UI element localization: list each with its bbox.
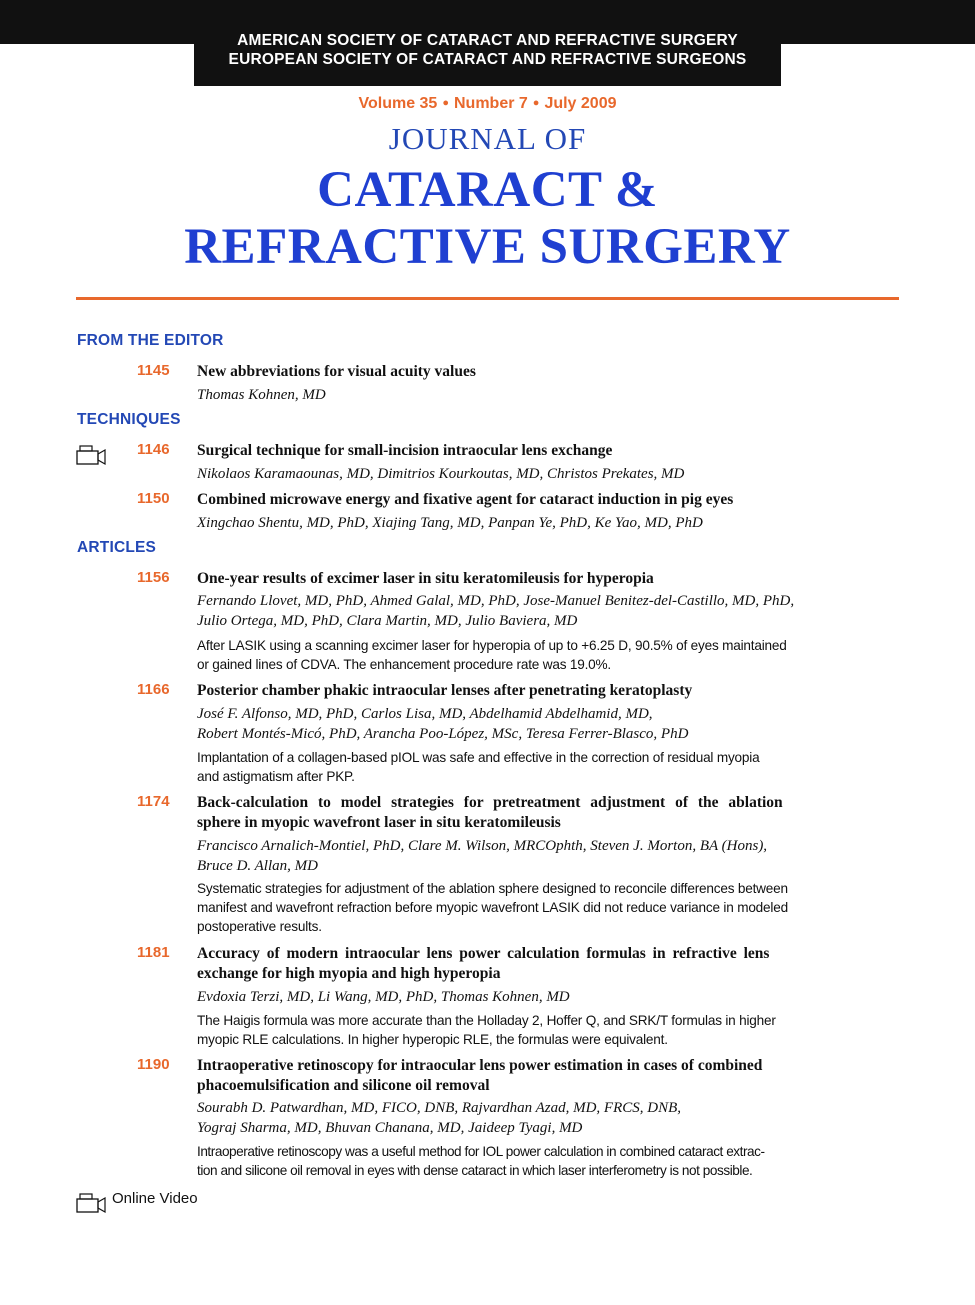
bullet-separator: ●	[532, 97, 540, 109]
article-summary	[197, 636, 819, 674]
author-line: Bruce D. Allan, MD	[197, 857, 318, 874]
article-authors	[197, 988, 819, 1008]
author-line: Evdoxia Terzi, MD, Li Wang, MD, PhD, Thomas Kohnen, MD	[197, 989, 570, 1005]
society-line-1: AMERICAN SOCIETY OF CATARACT AND REFRACTIVE SURGERY	[237, 32, 738, 49]
summary-line: After LASIK using a scanning excimer laser for hyperopia of up to +6.25 D, 90.5% of eyes maintained	[197, 638, 787, 653]
video-camera-icon[interactable]	[76, 444, 107, 466]
author-line: Julio Ortega, MD, PhD, Clara Martin, MD, Julio Baviera, MD	[197, 612, 578, 629]
society-line-2: EUROPEAN SOCIETY OF CATARACT AND REFRACTIVE SURGEONS	[228, 51, 747, 68]
article-title[interactable]	[197, 441, 819, 461]
page-number: 1156	[137, 569, 170, 586]
summary-line: postoperative results.	[197, 919, 322, 934]
summary-line: Systematic strategies for adjustment of the ablation sphere designed to reconcile differences between	[197, 881, 788, 896]
article-authors	[197, 1099, 819, 1138]
society-banner	[194, 28, 781, 86]
number: Number 7	[453, 95, 528, 112]
author-line: Nikolaos Karamaounas, MD, Dimitrios Kourkoutas, MD, Christos Prekates, MD	[197, 466, 685, 482]
title-line: phacoemulsification and silicone oil removal	[197, 1077, 490, 1094]
article-title[interactable]	[197, 362, 819, 382]
article-title[interactable]	[197, 793, 819, 833]
article-title[interactable]	[197, 490, 819, 510]
summary-line: and astigmatism after PKP.	[197, 769, 355, 784]
author-line: Fernando Llovet, MD, PhD, Ahmed Galal, MD, PhD, Jose-Manuel Benitez-del-Castillo, MD, PhD,	[197, 593, 795, 609]
online-video-legend: Online Video	[112, 1190, 198, 1207]
author-line: Yograj Sharma, MD, Bhuvan Chanana, MD, Jaideep Tyagi, MD	[197, 1119, 583, 1136]
page-number: 1146	[137, 441, 170, 458]
journal-of: JOURNAL OF	[388, 121, 587, 156]
page-number: 1145	[137, 362, 170, 379]
section-articles: ARTICLES	[77, 539, 157, 556]
title-line: Surgical technique for small-incision intraocular lens exchange	[197, 442, 613, 459]
summary-line: myopic RLE calculations. In higher hyperopic RLE, the formulas were equivalent.	[197, 1032, 668, 1047]
article-title[interactable]	[197, 569, 819, 589]
article-authors	[197, 514, 819, 534]
page-number: 1181	[137, 944, 170, 961]
article-summary	[197, 1142, 819, 1180]
article-authors	[197, 705, 819, 744]
article-summary	[197, 1011, 819, 1049]
article-title[interactable]	[197, 681, 819, 701]
article-authors	[197, 837, 819, 876]
summary-line: tion and silicone oil removal in eyes with dense cataract in which laser interferometry is not possible.	[197, 1163, 753, 1178]
title-line: New abbreviations for visual acuity values	[197, 363, 476, 380]
author-line: Robert Montés-Micó, PhD, Arancha Poo-López, MSc, Teresa Ferrer-Blasco, PhD	[197, 725, 689, 742]
summary-line: or gained lines of CDVA. The enhancement procedure rate was 19.0%.	[197, 657, 611, 672]
summary-line: Implantation of a collagen-based pIOL was safe and effective in the correction of residual myopia	[197, 750, 760, 765]
author-line: Sourabh D. Patwardhan, MD, FICO, DNB, Rajvardhan Azad, MD, FRCS, DNB,	[197, 1100, 682, 1116]
page-number: 1150	[137, 490, 170, 507]
author-line: José F. Alfonso, MD, PhD, Carlos Lisa, MD, Abdelhamid Abdelhamid, MD,	[197, 706, 653, 722]
author-line: Xingchao Shentu, MD, PhD, Xiajing Tang, MD, Panpan Ye, PhD, Ke Yao, MD, PhD	[197, 515, 703, 531]
section-techniques: TECHNIQUES	[77, 411, 181, 428]
article-authors	[197, 592, 819, 631]
title-line: sphere in myopic wavefront laser in situ keratomileusis	[197, 814, 561, 831]
bullet-separator: ●	[442, 97, 449, 109]
article-title[interactable]	[197, 944, 819, 984]
journal-title-line-1: CATARACT &	[317, 162, 658, 218]
summary-line: The Haigis formula was more accurate than the Holladay 2, Hoffer Q, and SRK/T formulas in higher	[197, 1013, 776, 1028]
article-summary	[197, 748, 819, 786]
article-title[interactable]	[197, 1056, 819, 1096]
title-line: Intraoperative retinoscopy for intraocular lens power estimation in cases of combined	[197, 1057, 763, 1074]
title-line: exchange for high myopia and high hyperopia	[197, 965, 501, 982]
title-line: Posterior chamber phakic intraocular lenses after penetrating keratoplasty	[197, 682, 693, 699]
date: July 2009	[544, 95, 617, 112]
article-summary	[197, 879, 819, 936]
volume: Volume 35	[358, 95, 438, 112]
title-line: Back-calculation to model strategies for pretreatment adjustment of the ablation	[197, 794, 783, 811]
issue-info	[0, 95, 975, 113]
article-authors	[197, 386, 819, 406]
title-line: Accuracy of modern intraocular lens power calculation formulas in refractive lens	[197, 945, 770, 962]
title-line: One-year results of excimer laser in situ keratomileusis for hyperopia	[197, 570, 654, 587]
page-number: 1174	[137, 793, 170, 810]
author-line: Francisco Arnalich-Montiel, PhD, Clare M. Wilson, MRCOphth, Steven J. Morton, BA (Hons),	[197, 838, 768, 854]
author-line: Thomas Kohnen, MD	[197, 387, 326, 403]
title-line: Combined microwave energy and fixative agent for cataract induction in pig eyes	[197, 491, 734, 508]
article-authors	[197, 465, 819, 485]
summary-line: manifest and wavefront refraction before myopic wavefront LASIK did not reduce variance in modeled	[197, 900, 788, 915]
page-number: 1166	[137, 681, 170, 698]
orange-divider	[76, 297, 899, 300]
journal-title-line-2: REFRACTIVE SURGERY	[184, 219, 791, 275]
page-number: 1190	[137, 1056, 170, 1073]
video-camera-icon	[76, 1192, 107, 1214]
section-from-the-editor: FROM THE EDITOR	[77, 332, 224, 349]
summary-line: Intraoperative retinoscopy was a useful method for IOL power calculation in combined cataract extrac-	[197, 1144, 765, 1159]
